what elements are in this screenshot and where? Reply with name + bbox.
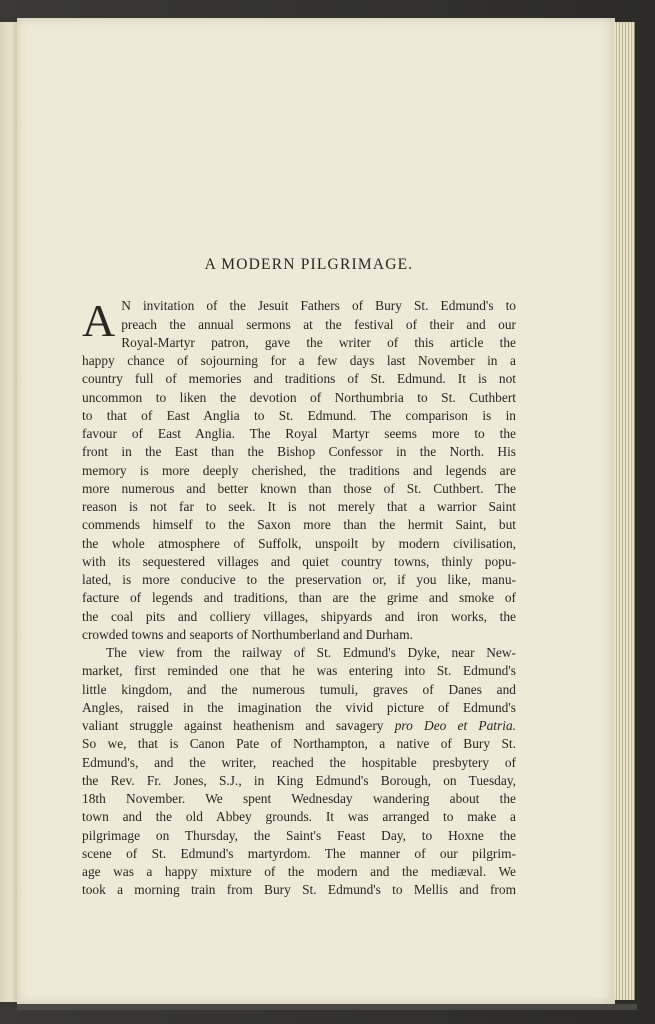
page-stack-edge bbox=[614, 22, 635, 1000]
text-line: happy chance of sojourning for a few days last November in a bbox=[82, 353, 516, 368]
text-line: crowded towns and seaports of Northumberland and Durham. bbox=[82, 626, 413, 642]
drop-cap: A bbox=[82, 295, 116, 347]
text-line: the whole atmosphere of Suffolk, unspoilt by modern civilisation, bbox=[82, 535, 516, 551]
bottom-shadow bbox=[17, 1004, 637, 1010]
text-line: scene of St. Edmund's martyrdom. The manner of our pilgrim- bbox=[82, 845, 516, 861]
text-line: the Rev. Fr. Jones, S.J., in King Edmund's Borough, on Tuesday, bbox=[82, 772, 516, 788]
text-line: uncommon to liken the devotion of Northumbria to St. Cuthbert bbox=[82, 389, 516, 405]
text-line: front in the East than the Bishop Confessor in the North. His bbox=[82, 444, 516, 460]
text-line: memory is more deeply cherished, the traditions and legends are bbox=[82, 462, 516, 478]
paragraph-1 bbox=[82, 297, 516, 644]
text-line: to that of East Anglia to St. Edmund. The comparison is in bbox=[82, 407, 516, 423]
text-line: age was a happy mixture of the modern and the mediæval. We bbox=[82, 864, 516, 879]
text-line: N invitation of the Jesuit Fathers of Bury St. Edmund's to bbox=[121, 298, 516, 314]
text-line: Angles, raised in the imagination the vivid picture of Edmund's bbox=[82, 699, 516, 715]
text-line: Royal-Martyr patron, gave the writer of this article the bbox=[121, 334, 516, 350]
article-body bbox=[82, 256, 516, 900]
text-line: favour of East Anglia. The Royal Martyr seems more to the bbox=[82, 426, 516, 441]
text-line: 18th November. We spent Wednesday wandering about the bbox=[82, 791, 516, 806]
text-line: the coal pits and colliery villages, shipyards and iron works, the bbox=[82, 608, 516, 624]
text-line: country full of memories and traditions of St. Edmund. It is not bbox=[82, 371, 516, 387]
text-line-with-italic bbox=[82, 717, 516, 735]
text-line: more numerous and better known than those of St. Cuthbert. The bbox=[82, 480, 516, 496]
text-line: pilgrimage on Thursday, the Saint's Feast Day, to Hoxne the bbox=[82, 827, 516, 843]
text-line: town and the old Abbey grounds. It was arranged to make a bbox=[82, 809, 516, 825]
text-segment: valiant struggle against heathenism and savagery bbox=[82, 718, 384, 733]
italic-phrase: pro Deo et Patria. bbox=[394, 718, 516, 733]
text-line: Edmund's, and the writer, reached the hospitable presbytery of bbox=[82, 754, 516, 770]
text-line: little kingdom, and the numerous tumuli, graves of Danes and bbox=[82, 681, 516, 697]
text-line: reason is not far to seek. It is not merely that a warrior Saint bbox=[82, 499, 516, 514]
text-line: market, first reminded one that he was entering into St. Edmund's bbox=[82, 663, 516, 679]
text-line: So we, that is Canon Pate of Northampton, a native of Bury St. bbox=[82, 736, 516, 752]
text-line: commends himself to the Saxon more than the hermit Saint, but bbox=[82, 517, 516, 533]
text-line: preach the annual sermons at the festival of their and our bbox=[121, 316, 516, 332]
text-line: with its sequestered villages and quiet country towns, thinly popu- bbox=[82, 553, 516, 569]
text-line: lated, is more conducive to the preservation or, if you like, manu- bbox=[82, 572, 516, 587]
text-line: took a morning train from Bury St. Edmund's to Mellis and from bbox=[82, 882, 516, 898]
text-line: The view from the railway of St. Edmund's Dyke, near New- bbox=[106, 645, 516, 660]
article-title: A MODERN PILGRIMAGE. bbox=[204, 256, 414, 273]
paragraph-2 bbox=[82, 644, 516, 900]
text-line: facture of legends and traditions, than are the grime and smoke of bbox=[82, 590, 516, 606]
